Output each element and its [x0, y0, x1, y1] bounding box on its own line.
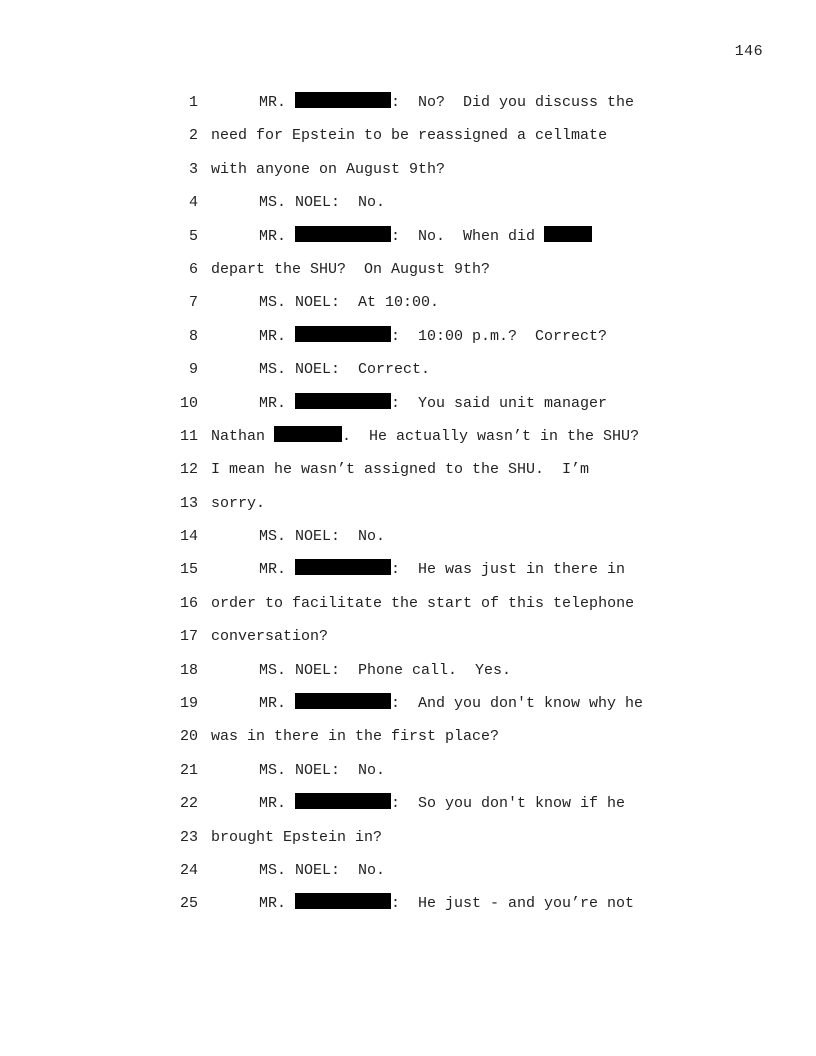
line-text-segment: MR.: [259, 227, 296, 245]
transcript-line: [0, 754, 816, 787]
transcript-line: [0, 220, 816, 253]
line-number: 21: [179, 761, 198, 779]
redaction-block: [295, 92, 391, 108]
redaction-block: [295, 226, 391, 242]
line-text-segment: MR.: [259, 561, 296, 579]
page-number: 146: [734, 43, 763, 60]
line-text-segment: I mean he wasn’t assigned to the SHU. I’m: [211, 461, 590, 479]
line-text: [211, 253, 490, 286]
line-number: 9: [188, 361, 198, 379]
line-number: 4: [188, 194, 198, 212]
line-text: [211, 353, 430, 386]
line-number: 20: [179, 728, 198, 746]
line-number: 15: [179, 561, 198, 579]
line-text: [211, 487, 265, 520]
line-text-segment: : No. When did: [391, 227, 545, 245]
line-number: 7: [188, 294, 198, 312]
line-text: [211, 654, 511, 687]
line-text: [211, 520, 385, 553]
line-text-segment: MR.: [259, 695, 296, 713]
line-number: 16: [179, 594, 198, 612]
line-number: 14: [179, 528, 198, 546]
line-number: 5: [188, 227, 198, 245]
line-text-segment: need for Epstein to be reassigned a cellmate: [211, 127, 608, 145]
line-text: [211, 220, 592, 253]
line-text-segment: MS. NOEL: Phone call. Yes.: [259, 661, 512, 679]
redaction-block: [295, 559, 391, 575]
transcript-line: [0, 787, 816, 820]
transcript-line: [0, 821, 816, 854]
transcript-line: [0, 487, 816, 520]
redaction-block: [274, 426, 342, 442]
line-text: [211, 854, 385, 887]
transcript-line: [0, 420, 816, 453]
line-number: 24: [179, 861, 198, 879]
redaction-block: [295, 326, 391, 342]
transcript-line: [0, 453, 816, 486]
line-text: [211, 286, 439, 319]
line-text-segment: MS. NOEL: No.: [259, 861, 386, 879]
line-text-segment: MR.: [259, 795, 296, 813]
line-number: 10: [179, 394, 198, 412]
transcript-line: [0, 720, 816, 753]
transcript-line: [0, 253, 816, 286]
transcript-line: [0, 186, 816, 219]
line-text-segment: depart the SHU? On August 9th?: [211, 260, 491, 278]
line-text-segment: : He just - and you’re not: [391, 895, 635, 913]
line-text: [211, 420, 639, 453]
transcript-line: [0, 854, 816, 887]
line-number: 1: [188, 94, 198, 111]
redaction-block: [295, 393, 391, 409]
transcript-line: [0, 320, 816, 353]
line-text: [211, 320, 607, 353]
transcript-line: [0, 587, 816, 620]
line-text-segment: MR.: [259, 94, 296, 111]
transcript-line: [0, 286, 816, 319]
redaction-block: [295, 693, 391, 709]
line-text-segment: : So you don't know if he: [391, 795, 626, 813]
line-text: [211, 153, 445, 186]
line-text: [211, 821, 382, 854]
line-text: [211, 620, 328, 653]
line-text-segment: MR.: [259, 895, 296, 913]
line-text-segment: MS. NOEL: No.: [259, 194, 386, 212]
line-text-segment: with anyone on August 9th?: [211, 160, 446, 178]
transcript-line: [0, 687, 816, 720]
line-text-segment: : 10:00 p.m.? Correct?: [391, 327, 608, 345]
line-text: [211, 553, 625, 586]
transcript-body: [0, 86, 816, 921]
line-text-segment: conversation?: [211, 628, 329, 646]
line-number: 6: [188, 260, 198, 278]
line-text-segment: MS. NOEL: At 10:00.: [259, 294, 440, 312]
line-number: 25: [179, 895, 198, 913]
line-number: 13: [179, 494, 198, 512]
line-text: [211, 86, 634, 119]
line-text: [211, 587, 634, 620]
line-text-segment: MS. NOEL: No.: [259, 761, 386, 779]
line-number: 2: [188, 127, 198, 145]
transcript-line: [0, 86, 816, 119]
line-number: 17: [179, 628, 198, 646]
line-text-segment: : And you don't know why he: [391, 695, 644, 713]
transcript-line: [0, 387, 816, 420]
line-number: 18: [179, 661, 198, 679]
line-number: 11: [179, 427, 198, 445]
transcript-line: [0, 553, 816, 586]
line-text: [211, 453, 589, 486]
line-number: 23: [179, 828, 198, 846]
redaction-block: [295, 793, 391, 809]
transcript-line: [0, 119, 816, 152]
line-text: [211, 119, 607, 152]
line-text: [211, 787, 625, 820]
line-text-segment: MR.: [259, 394, 296, 412]
line-text-segment: MS. NOEL: Correct.: [259, 361, 431, 379]
line-text-segment: : No? Did you discuss the: [391, 94, 635, 111]
line-text-segment: Nathan: [211, 427, 275, 445]
redaction-block: [295, 893, 391, 909]
line-text: [211, 720, 499, 753]
line-text: [211, 754, 385, 787]
transcript-line: [0, 520, 816, 553]
transcript-line: [0, 654, 816, 687]
transcript-line: [0, 620, 816, 653]
line-text-segment: was in there in the first place?: [211, 728, 500, 746]
line-number: 22: [179, 795, 198, 813]
line-text-segment: sorry.: [211, 494, 266, 512]
transcript-line: [0, 153, 816, 186]
line-number: 3: [188, 160, 198, 178]
line-number: 8: [188, 327, 198, 345]
line-text-segment: : You said unit manager: [391, 394, 608, 412]
redaction-block: [544, 226, 592, 242]
line-number: 19: [179, 695, 198, 713]
line-text-segment: brought Epstein in?: [211, 828, 383, 846]
line-text-segment: MS. NOEL: No.: [259, 528, 386, 546]
line-text-segment: : He was just in there in: [391, 561, 626, 579]
line-number: 12: [179, 461, 198, 479]
line-text-segment: MR.: [259, 327, 296, 345]
line-text-segment: . He actually wasn’t in the SHU?: [342, 427, 640, 445]
line-text: [211, 687, 643, 720]
line-text: [211, 887, 634, 920]
line-text-segment: order to facilitate the start of this telephone: [211, 594, 635, 612]
line-text: [211, 387, 607, 420]
transcript-line: [0, 887, 816, 920]
line-text: [211, 186, 385, 219]
transcript-line: [0, 353, 816, 386]
